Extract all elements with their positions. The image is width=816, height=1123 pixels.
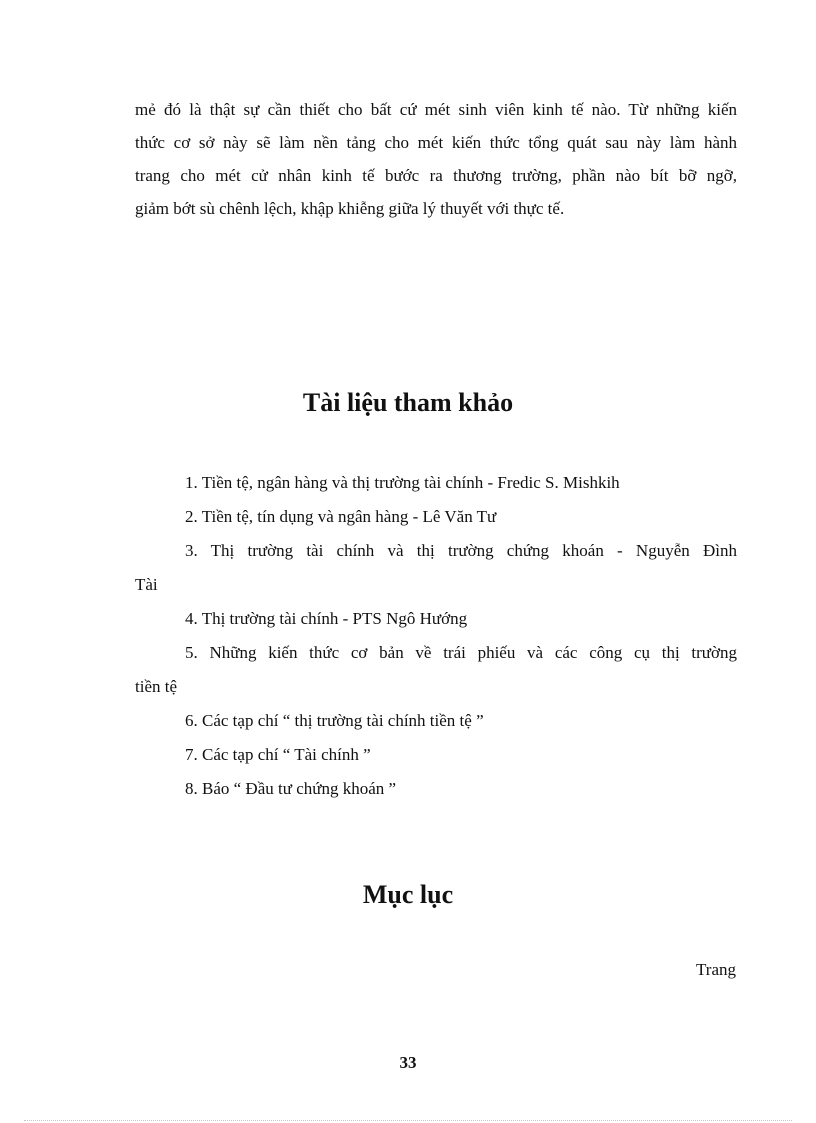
reference-text: 6. Các tạp chí “ thị trường tài chính tiền tệ ”: [185, 711, 484, 730]
reference-text: 8. Báo “ Đầu tư chứng khoán ”: [185, 779, 397, 798]
toc-page-column-label: Trang: [696, 960, 736, 979]
reference-text: 5. Những kiến thức cơ bản về trái phiếu và các công cụ thị trường: [185, 643, 737, 662]
reference-text: 3. Thị trường tài chính và thị trường chứng khoán - Nguyễn Đình: [185, 541, 737, 560]
reference-item: [135, 738, 737, 772]
intro-line: giảm bớt sù chênh lệch, khập khiễng giữa lý thuyết với thực tế.: [135, 199, 565, 218]
references-heading: Tài liệu tham khảo: [302, 388, 514, 417]
reference-item: [135, 772, 737, 806]
reference-continuation: Tài: [135, 575, 158, 594]
reference-text: 1. Tiền tệ, ngân hàng và thị trường tài chính - Fredic S. Mishkih: [185, 473, 620, 492]
reference-item: [135, 636, 737, 704]
reference-item: [135, 534, 737, 602]
reference-item: [135, 602, 737, 636]
reference-item: [135, 500, 737, 534]
page-bottom-divider: [24, 1120, 792, 1121]
intro-line: trang cho mét cử nhân kinh tế bước ra thương trường, phần nào bít bỡ ngỡ,: [135, 166, 737, 185]
intro-line: thức cơ sở này sẽ làm nền tảng cho mét kiến thức tổng quát sau này làm hành: [135, 133, 737, 152]
reference-text: 2. Tiền tệ, tín dụng và ngân hàng - Lê Văn Tư: [185, 507, 497, 526]
reference-text: 4. Thị trường tài chính - PTS Ngô Hướng: [185, 609, 468, 628]
page-number: 33: [399, 1053, 417, 1072]
intro-line: mẻ đó là thật sự cần thiết cho bất cứ mét sinh viên kinh tế nào. Từ những kiến: [135, 100, 737, 119]
toc-heading: Mục lục: [362, 880, 454, 909]
references-list: [135, 466, 737, 806]
reference-continuation: tiền tệ: [135, 677, 178, 696]
reference-item: [135, 466, 737, 500]
intro-paragraph: [135, 93, 737, 225]
reference-item: [135, 704, 737, 738]
reference-text: 7. Các tạp chí “ Tài chính ”: [185, 745, 371, 764]
